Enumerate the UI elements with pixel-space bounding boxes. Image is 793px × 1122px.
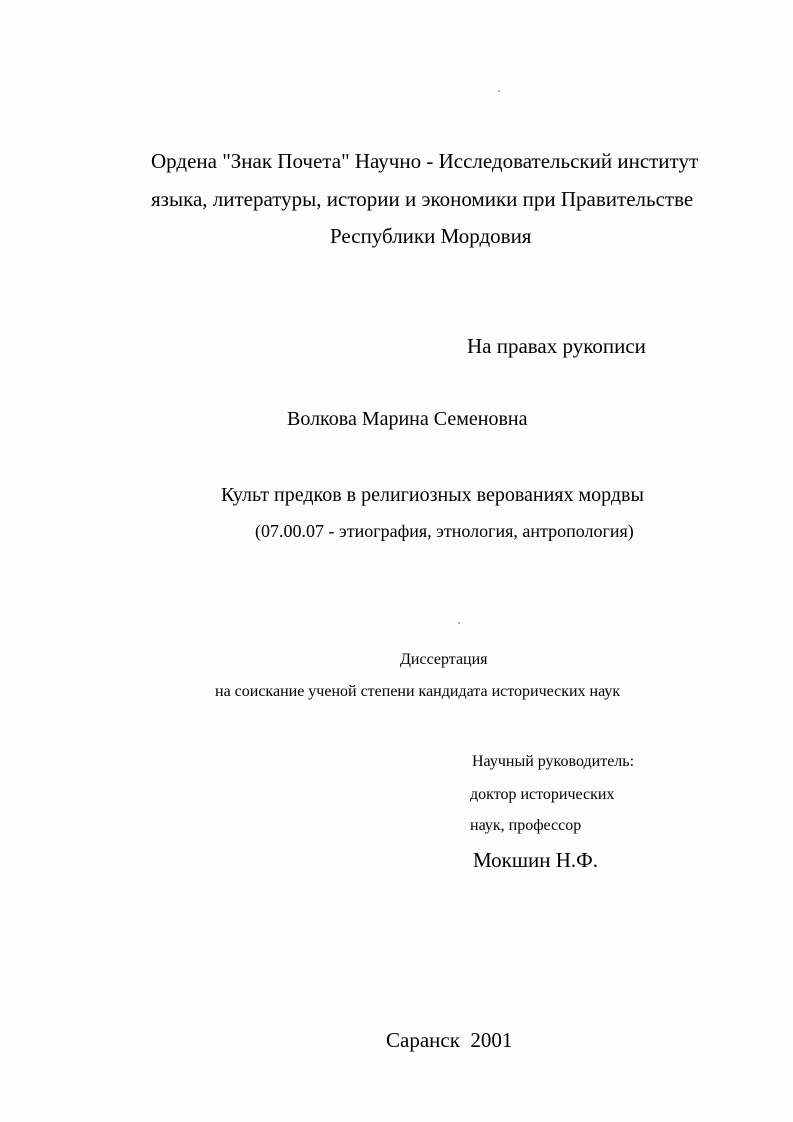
author-name: Волкова Марина Семеновна [287, 408, 528, 430]
institution-line-2: языка, литературы, истории и экономики при Правительстве [151, 187, 694, 211]
scan-speck [458, 622, 460, 624]
scan-speck [498, 90, 500, 92]
place-year: Саранск 2001 [386, 1028, 513, 1052]
manuscript-note: На правах рукописи [467, 334, 646, 358]
degree-type: Диссертация [400, 651, 488, 668]
institution-line-3: Республики Мордовия [330, 224, 532, 248]
thesis-title: Культ предков в религиозных верованиях мордвы [221, 484, 644, 506]
supervisor-label: Научный руководитель: [472, 753, 635, 770]
supervisor-name: Мокшин Н.Ф. [473, 848, 599, 872]
institution-line-1: Ордена "Знак Почета" Научно - Исследовательский институт [151, 149, 699, 173]
thesis-specialty: (07.00.07 - этиография, этнология, антропология) [255, 521, 634, 541]
supervisor-title-line-2: наук, профессор [470, 817, 582, 834]
degree-purpose: на соискание ученой степени кандидата исторических наук [215, 683, 621, 700]
supervisor-title-line-1: доктор исторических [470, 786, 615, 803]
